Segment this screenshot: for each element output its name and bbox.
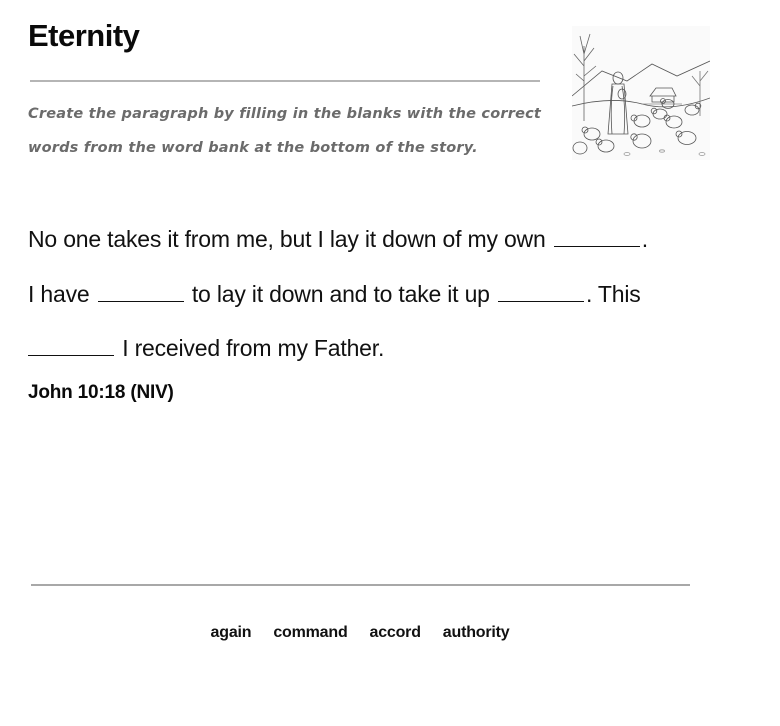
passage-text: No one takes it from me, but I lay it down of my own	[28, 226, 552, 252]
word-bank-item-command[interactable]: command	[273, 624, 348, 641]
blank-3[interactable]	[498, 281, 584, 302]
word-bank	[0, 624, 720, 642]
blank-2[interactable]	[98, 281, 184, 302]
word-bank-item-accord[interactable]: accord	[369, 624, 421, 641]
word-bank-item-again[interactable]: again	[210, 624, 252, 641]
passage-text: .	[641, 226, 648, 252]
passage-text: . This	[585, 280, 641, 307]
header-divider	[30, 80, 540, 82]
passage-text: to lay it down and to take it up	[185, 280, 496, 307]
passage-text: I have	[28, 280, 96, 307]
word-bank-item-authority[interactable]: authority	[442, 624, 510, 641]
shepherd-with-sheep-illustration-icon	[572, 26, 710, 160]
instructions-text: Create the paragraph by filling in the blanks with the correct words from the word bank at the bottom of the story.	[28, 106, 542, 156]
fill-in-passage	[28, 212, 728, 376]
blank-4[interactable]	[28, 335, 114, 356]
word-bank-divider	[31, 584, 690, 586]
page-title: Eternity	[28, 18, 140, 53]
scripture-reference: John 10:18 (NIV)	[28, 382, 174, 403]
passage-text: I received from my Father.	[116, 335, 385, 361]
blank-1[interactable]	[554, 226, 640, 247]
